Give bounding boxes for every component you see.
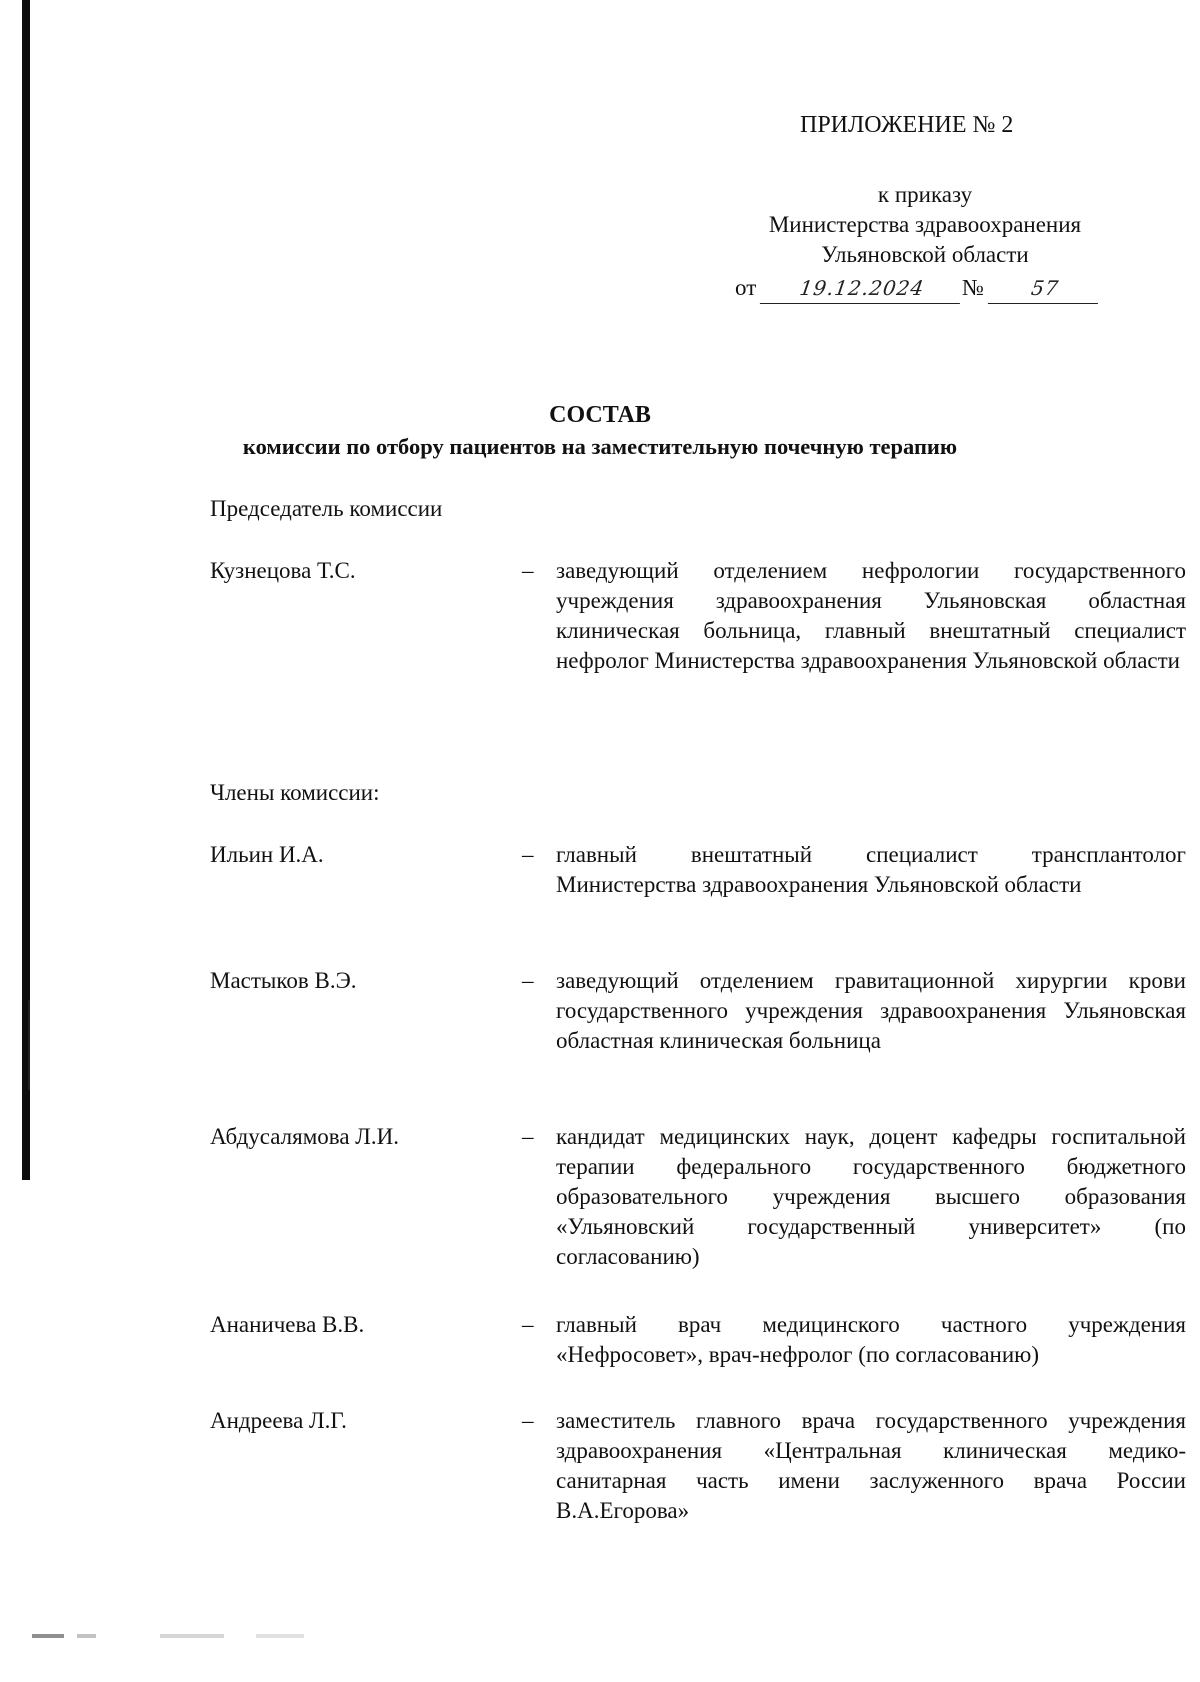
member-name: Ильин И.А. xyxy=(210,842,324,867)
order-line-2: Министерства здравоохранения xyxy=(768,212,1082,237)
order-reference xyxy=(700,180,1150,270)
member-dash: – xyxy=(522,968,534,993)
handwritten-date: 19.12.2024 xyxy=(760,273,964,304)
member-description: кандидат медицинских наук, доцент кафедры госпитальной терапии федерального государственного бюджетного образовательного учреждения высшего образования «Ульяновский государственный университет» (по согласованию) xyxy=(556,1124,1186,1269)
member-name: Андреева Л.Г. xyxy=(210,1408,347,1433)
order-line-3: Ульяновской области xyxy=(821,242,1029,267)
date-prefix: от xyxy=(735,275,757,300)
member-dash: – xyxy=(522,1312,534,1337)
number-prefix: № xyxy=(962,275,984,300)
scan-noise xyxy=(32,1634,352,1638)
member-name: Мастыков В.Э. xyxy=(210,968,357,993)
chair-label: Председатель комиссии xyxy=(210,496,443,521)
member-name: Кузнецова Т.С. xyxy=(210,558,356,583)
title-subtitle: комиссии по отбору пациентов на заместительную почечную терапию xyxy=(242,434,958,459)
handwritten-number: 57 xyxy=(988,273,1102,304)
member-dash: – xyxy=(522,1124,534,1149)
member-description: заведующий отделением нефрологии государственного учреждения здравоохранения Ульяновская областная клиническая больница, главный внештатный специалист нефролог Министерства здравоохранения Ульяновской области xyxy=(556,558,1186,673)
appendix-title: ПРИЛОЖЕНИЕ № 2 xyxy=(800,112,1014,138)
member-description: заместитель главного врача государственного учреждения здравоохранения «Центральная клиническая медико-санитарная часть имени заслуженного врача России В.А.Егорова» xyxy=(556,1408,1186,1523)
order-line-1: к приказу xyxy=(877,182,973,207)
member-dash: – xyxy=(522,558,534,583)
member-description: главный врач медицинского частного учреждения «Нефросовет», врач-нефролог (по согласованию) xyxy=(556,1312,1186,1367)
document-title xyxy=(0,400,1200,430)
order-date-line xyxy=(735,273,1155,304)
member-description: главный внештатный специалист трансплантолог Министерства здравоохранения Ульяновской области xyxy=(556,842,1186,897)
scan-margin-mark xyxy=(28,1000,30,1090)
member-name: Абдусалямова Л.И. xyxy=(210,1124,400,1149)
member-name: Ананичева В.В. xyxy=(210,1312,365,1337)
title-main: СОСТАВ xyxy=(549,402,651,428)
members-label: Члены комиссии: xyxy=(210,780,380,805)
member-dash: – xyxy=(522,1408,534,1433)
member-dash: – xyxy=(522,842,534,867)
document-subtitle-wrap xyxy=(0,432,1200,462)
member-description: заведующий отделением гравитационной хирургии крови государственного учреждения здравоохранения Ульяновская областная клиническая больница xyxy=(556,968,1186,1053)
